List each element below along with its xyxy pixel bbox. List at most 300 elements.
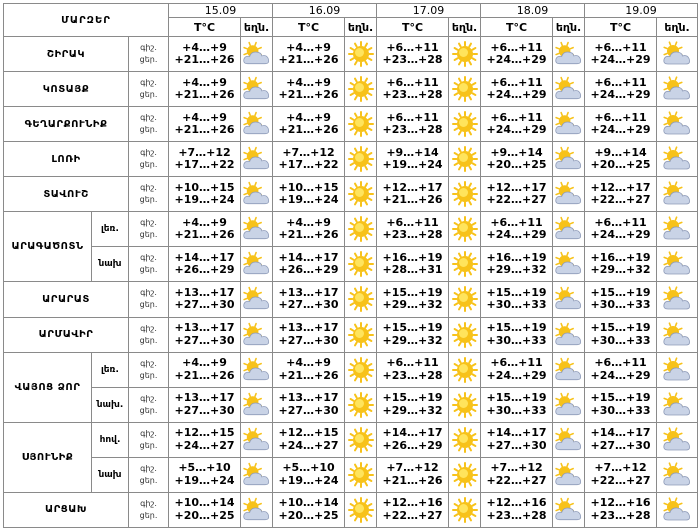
day-temperature: +21…+26 [174,368,235,382]
time-of-day-labels [129,247,169,282]
day-temperature: +23…+28 [382,53,443,67]
forecast-table [3,3,698,528]
weather-cell [449,142,481,177]
weather-cell [657,352,698,387]
weather-cell [657,72,698,107]
subregion-label: լեռ. [92,212,129,247]
sun-icon [449,142,480,176]
sun-icon [345,318,376,352]
temperature-cell [273,72,345,107]
weather-cell [449,247,481,282]
temperature-cell [585,352,657,387]
sun-icon [449,247,480,281]
weather-cell [449,492,481,527]
temperature-cell [585,387,657,422]
weather-cell [657,142,698,177]
weather-cell [345,352,377,387]
partly-cloudy-icon [241,72,272,106]
temperature-cell [169,107,241,142]
sun-icon [449,423,480,457]
sun-icon [345,107,376,141]
weather-cell [657,422,698,457]
night-temperature: +4…+9 [182,356,227,370]
night-temperature: +4…+9 [182,75,227,89]
subregion-label: լեռ. [92,352,129,387]
temp-column-header: T°C [585,18,657,37]
temperature-cell [585,317,657,352]
temperature-cell [585,37,657,72]
partly-cloudy-icon [553,423,584,457]
weather-column-header: եղն. [449,18,481,37]
weather-cell [553,212,585,247]
temperature-cell [481,317,553,352]
night-temperature: +15…+19 [590,391,651,405]
region-row [4,282,698,317]
day-temperature: +24…+29 [590,368,651,382]
temperature-cell [273,352,345,387]
night-temperature: +16…+19 [382,250,443,264]
night-temperature: +15…+19 [486,285,547,299]
day-temperature: +23…+28 [382,123,443,137]
sun-icon [449,282,480,316]
weather-cell [345,492,377,527]
time-of-day-labels [129,282,169,317]
date-header: 15.09 [169,4,273,18]
partly-cloudy-icon [553,37,584,71]
night-temperature: +13…+17 [278,321,339,335]
partly-cloudy-icon [241,142,272,176]
day-label: ցեր. [139,265,158,275]
day-temperature: +29…+32 [382,333,443,347]
temperature-cell [585,212,657,247]
weather-cell [657,457,698,492]
temperature-cell [273,492,345,527]
night-temperature: +12…+16 [486,496,547,510]
partly-cloudy-icon [241,177,272,211]
weather-cell [449,422,481,457]
night-label: գիշ. [140,463,157,473]
night-temperature: +15…+19 [486,321,547,335]
temp-column-header: T°C [377,18,449,37]
region-row [4,457,698,492]
day-temperature: +24…+29 [486,53,547,67]
temperature-cell [481,422,553,457]
partly-cloudy-icon [657,37,697,71]
temperature-cell [377,422,449,457]
temperature-cell [481,37,553,72]
day-temperature: +30…+33 [590,298,651,312]
time-of-day-labels [129,212,169,247]
region-row [4,422,698,457]
weather-cell [657,177,698,212]
night-temperature: +12…+17 [382,180,443,194]
sun-icon [345,423,376,457]
weather-cell [449,72,481,107]
weather-cell [449,177,481,212]
weather-cell [449,387,481,422]
region-name: ՏԱՎՈՒՇ [4,177,129,212]
region-row [4,317,698,352]
weather-cell [449,282,481,317]
day-temperature: +30…+33 [486,298,547,312]
region-row [4,352,698,387]
sun-icon [449,353,480,387]
weather-cell [345,317,377,352]
region-name: ԳԵՂԱՐՔՈՒՆԻՔ [4,107,129,142]
region-name: ՍՅՈՒՆԻՔ [4,422,92,492]
weather-cell [449,37,481,72]
temperature-cell [585,492,657,527]
partly-cloudy-icon [241,282,272,316]
day-temperature: +19…+24 [278,193,339,207]
temperature-cell [169,422,241,457]
temperature-cell [585,282,657,317]
day-temperature: +20…+25 [590,158,651,172]
temperature-cell [585,177,657,212]
day-temperature: +21…+26 [278,228,339,242]
weather-cell [553,72,585,107]
night-temperature: +4…+9 [286,40,331,54]
night-temperature: +9…+14 [594,145,647,159]
weather-cell [657,317,698,352]
day-label: ցեր. [139,300,158,310]
night-temperature: +10…+14 [174,496,235,510]
sun-icon [449,72,480,106]
partly-cloudy-icon [657,423,697,457]
night-temperature: +14…+17 [382,426,443,440]
day-temperature: +28…+31 [382,263,443,277]
time-of-day-labels [129,422,169,457]
day-label: ցեր. [139,370,158,380]
temperature-cell [273,457,345,492]
day-temperature: +27…+30 [486,438,547,452]
temperature-cell [273,282,345,317]
partly-cloudy-icon [241,353,272,387]
night-temperature: +6…+11 [490,75,543,89]
temperature-cell [481,142,553,177]
day-temperature: +30…+33 [590,333,651,347]
night-temperature: +12…+16 [590,496,651,510]
night-temperature: +15…+19 [382,285,443,299]
day-temperature: +27…+30 [278,333,339,347]
region-row [4,37,698,72]
night-temperature: +15…+19 [382,391,443,405]
weather-cell [553,282,585,317]
day-temperature: +29…+32 [382,403,443,417]
day-temperature: +29…+32 [486,263,547,277]
night-temperature: +10…+15 [278,180,339,194]
night-temperature: +6…+11 [594,40,647,54]
day-temperature: +27…+30 [174,298,235,312]
temperature-cell [169,457,241,492]
weather-cell [345,457,377,492]
time-of-day-labels [129,352,169,387]
temperature-cell [169,37,241,72]
day-temperature: +30…+33 [590,403,651,417]
time-of-day-labels [129,72,169,107]
night-temperature: +6…+11 [594,75,647,89]
temperature-cell [377,282,449,317]
region-name: ՇԻՐԱԿ [4,37,129,72]
day-temperature: +19…+24 [382,158,443,172]
partly-cloudy-icon [553,72,584,106]
temperature-cell [377,457,449,492]
night-temperature: +12…+17 [486,180,547,194]
weather-cell [345,107,377,142]
weather-cell [657,492,698,527]
weather-cell [345,212,377,247]
day-label: ցեր. [139,510,158,520]
weather-cell [449,107,481,142]
regions-header: ՄԱՐԶԵՐ [4,4,169,37]
region-name: ԱՐՄԱՎԻՐ [4,317,129,352]
temperature-cell [377,317,449,352]
night-temperature: +6…+11 [490,356,543,370]
temperature-cell [585,422,657,457]
temperature-cell [377,142,449,177]
subregion-label: նախ [92,247,129,282]
partly-cloudy-icon [553,458,584,492]
region-name: ԱՐՑԱԽ [4,492,129,527]
temperature-cell [169,142,241,177]
day-temperature: +19…+24 [174,193,235,207]
day-temperature: +20…+25 [278,508,339,522]
temperature-cell [169,247,241,282]
time-of-day-labels [129,177,169,212]
weather-cell [449,212,481,247]
night-label: գիշ. [140,253,157,263]
temperature-cell [377,37,449,72]
region-name: ԼՈՌԻ [4,142,129,177]
region-row [4,492,698,527]
temperature-cell [169,282,241,317]
weather-cell [241,177,273,212]
weather-cell [241,387,273,422]
night-temperature: +9…+14 [386,145,439,159]
day-temperature: +27…+30 [174,403,235,417]
partly-cloudy-icon [553,353,584,387]
night-temperature: +6…+11 [594,356,647,370]
sun-icon [345,37,376,71]
date-header: 16.09 [273,4,377,18]
day-temperature: +21…+26 [278,53,339,67]
day-temperature: +22…+27 [382,508,443,522]
temperature-cell [481,72,553,107]
sun-icon [449,37,480,71]
weather-cell [241,37,273,72]
partly-cloudy-icon [553,142,584,176]
sun-icon [345,282,376,316]
night-temperature: +6…+11 [386,75,439,89]
weather-column-header: եղն. [553,18,585,37]
weather-cell [241,492,273,527]
partly-cloudy-icon [241,458,272,492]
temperature-cell [169,387,241,422]
night-temperature: +12…+16 [382,496,443,510]
night-temperature: +6…+11 [490,215,543,229]
temperature-cell [273,317,345,352]
night-label: գիշ. [140,148,157,158]
night-label: գիշ. [140,183,157,193]
time-of-day-labels [129,37,169,72]
day-label: ցեր. [139,475,158,485]
temperature-cell [481,492,553,527]
weather-cell [345,387,377,422]
sun-icon [345,458,376,492]
night-temperature: +13…+17 [278,391,339,405]
temperature-cell [273,37,345,72]
temperature-cell [273,422,345,457]
night-temperature: +14…+17 [278,250,339,264]
partly-cloudy-icon [553,212,584,246]
weather-cell [553,352,585,387]
weather-cell [345,247,377,282]
sun-icon [449,107,480,141]
day-temperature: +20…+25 [486,158,547,172]
day-temperature: +20…+25 [174,508,235,522]
temperature-cell [377,212,449,247]
sun-icon [449,493,480,527]
sun-icon [345,177,376,211]
weather-cell [553,142,585,177]
day-temperature: +26…+29 [382,438,443,452]
time-of-day-labels [129,387,169,422]
weather-cell [241,352,273,387]
weather-cell [553,492,585,527]
night-temperature: +12…+15 [278,426,339,440]
sun-icon [345,212,376,246]
temperature-cell [169,317,241,352]
region-name: ԱՐԱԳԱԾՈՏՆ [4,212,92,282]
weather-cell [241,247,273,282]
day-temperature: +29…+32 [382,298,443,312]
weather-cell [345,37,377,72]
day-temperature: +24…+29 [590,53,651,67]
night-temperature: +14…+17 [590,426,651,440]
temp-column-header: T°C [273,18,345,37]
night-label: գիշ. [140,428,157,438]
night-label: գիշ. [140,43,157,53]
day-temperature: +24…+29 [486,228,547,242]
night-temperature: +13…+17 [174,285,235,299]
partly-cloudy-icon [657,353,697,387]
partly-cloudy-icon [553,388,584,422]
partly-cloudy-icon [553,177,584,211]
night-temperature: +13…+17 [174,391,235,405]
day-temperature: +21…+26 [174,53,235,67]
night-temperature: +4…+9 [286,215,331,229]
day-temperature: +30…+33 [486,333,547,347]
forecast-body [4,37,698,528]
temperature-cell [377,177,449,212]
day-temperature: +27…+30 [278,403,339,417]
day-temperature: +21…+26 [278,123,339,137]
day-temperature: +24…+29 [590,228,651,242]
night-temperature: +6…+11 [386,356,439,370]
night-temperature: +16…+19 [590,250,651,264]
weather-cell [241,282,273,317]
temp-column-header: T°C [481,18,553,37]
sun-icon [449,318,480,352]
weather-cell [345,142,377,177]
weather-cell [553,37,585,72]
sun-icon [345,388,376,422]
night-label: գիշ. [140,358,157,368]
night-label: գիշ. [140,498,157,508]
day-temperature: +29…+32 [590,263,651,277]
day-temperature: +21…+26 [382,473,443,487]
night-temperature: +7…+12 [386,461,439,475]
weather-column-header: եղն. [657,18,698,37]
sun-icon [345,247,376,281]
temperature-cell [273,107,345,142]
night-temperature: +4…+9 [286,356,331,370]
partly-cloudy-icon [241,423,272,457]
partly-cloudy-icon [241,493,272,527]
weather-cell [345,177,377,212]
day-temperature: +23…+28 [590,508,651,522]
day-temperature: +22…+27 [486,473,547,487]
partly-cloudy-icon [241,388,272,422]
night-temperature: +15…+19 [486,391,547,405]
temperature-cell [481,212,553,247]
subregion-label: հով. [92,422,129,457]
day-temperature: +21…+26 [382,193,443,207]
date-row [4,4,698,18]
weather-cell [657,387,698,422]
night-label: գիշ. [140,113,157,123]
partly-cloudy-icon [657,72,697,106]
night-temperature: +5…+10 [178,461,231,475]
temperature-cell [169,72,241,107]
region-name: ԱՐԱՐԱՏ [4,282,129,317]
night-temperature: +6…+11 [490,40,543,54]
sun-icon [449,177,480,211]
day-temperature: +27…+30 [278,298,339,312]
region-row [4,107,698,142]
night-temperature: +7…+12 [490,461,543,475]
night-temperature: +4…+9 [286,110,331,124]
weather-cell [241,107,273,142]
sun-icon [345,353,376,387]
temperature-cell [585,247,657,282]
day-temperature: +26…+29 [174,263,235,277]
temperature-cell [377,492,449,527]
weather-cell [553,387,585,422]
day-temperature: +24…+27 [174,438,235,452]
temperature-cell [481,352,553,387]
sun-icon [345,72,376,106]
weather-cell [553,317,585,352]
temperature-cell [481,457,553,492]
day-temperature: +24…+29 [486,368,547,382]
temperature-cell [481,247,553,282]
day-label: ցեր. [139,440,158,450]
weather-cell [553,422,585,457]
day-temperature: +19…+24 [278,473,339,487]
night-label: գիշ. [140,288,157,298]
day-temperature: +23…+28 [382,228,443,242]
night-temperature: +15…+19 [590,321,651,335]
night-temperature: +6…+11 [386,40,439,54]
partly-cloudy-icon [553,493,584,527]
sun-icon [449,388,480,422]
night-temperature: +6…+11 [386,215,439,229]
day-temperature: +26…+29 [278,263,339,277]
temperature-cell [169,212,241,247]
day-label: ցեր. [139,125,158,135]
temperature-cell [481,177,553,212]
